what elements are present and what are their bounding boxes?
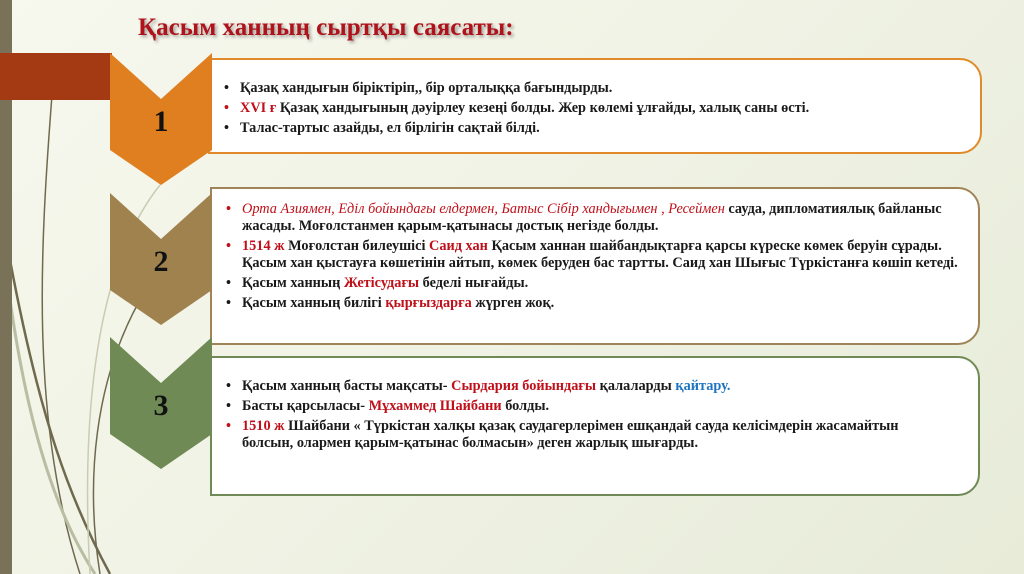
item-text: Талас-тартыс азайды, ел бірлігін сақтай білді. bbox=[240, 120, 540, 136]
step-2-box bbox=[210, 187, 980, 345]
item-text: жүрген жоқ. bbox=[471, 295, 555, 311]
item-text: Шайбани « Түркістан халқы қазақ саудагерлерімен ешқандай сауда келісімдерін жасамайтын болсын, олармен қарым-қатынас болмасын» деген жарлық шығарды. bbox=[242, 418, 899, 451]
slide-title: Қасым ханның сыртқы саясаты: bbox=[138, 14, 514, 41]
step-number: 2 bbox=[153, 245, 169, 278]
item-text: сауда, дипломатиялық байланыс жасады. Моғолстанмен қарым-қатынасы достық негізде болды. bbox=[242, 201, 942, 234]
list-item: • Қазақ хандығын біріктіріп,, бір орталыққа бағындырды. bbox=[224, 80, 613, 96]
highlight-text: қырғыздарға bbox=[385, 295, 472, 311]
list-item: • Қасым ханның Жетісудағы беделі нығайды. bbox=[226, 275, 529, 291]
highlight-text: Саид хан bbox=[429, 238, 488, 254]
step-1-box bbox=[208, 58, 982, 154]
list-item: • 1510 ж Шайбани « Түркістан халқы қазақ саудагерлерімен ешқандай сауда келісімдерін жасамайтын болсын, олармен қарым-қатынас болмасын» деген жарлық шығарды. bbox=[226, 418, 899, 451]
list-item: • Орта Азиямен, Еділ бойындағы елдермен, Батыс Сібір хандығымен , Ресеймен сауда, дипломатиялық байланыс жасады. Моғолстанмен қарым-қатынасы достық негізде болды. bbox=[226, 201, 942, 234]
item-text: Қасым ханнан шайбандықтарға қарсы күреске көмек беруін сұрады. Қасым хан қыстауға көшетінін айтып, көмек беруден бас тартты. Саид хан Шығыс Түркістанға көшіп кетеді. bbox=[242, 238, 958, 271]
list-item: • Қасым ханның билігі қырғыздарға жүрген жоқ. bbox=[226, 295, 555, 311]
red-accent-bar bbox=[0, 53, 112, 100]
step-3-box bbox=[210, 356, 980, 496]
highlight-text: Жетісудағы bbox=[343, 275, 420, 291]
item-text: Моғолстан билеушісі bbox=[284, 238, 430, 254]
item-text: Қасым ханның bbox=[242, 275, 344, 291]
list-item: • Басты қарсыласы- Мұхаммед Шайбани болды. bbox=[226, 398, 550, 414]
highlight-text: қайтару. bbox=[675, 378, 731, 394]
list-item: • Қасым ханның басты мақсаты- Сырдария бойындағы қалаларды қайтару. bbox=[226, 378, 731, 394]
highlight-text: XVI ғ bbox=[240, 100, 277, 116]
highlight-text: 1510 ж bbox=[242, 418, 285, 434]
list-item: • XVI ғ Қазақ хандығының дәуірлеу кезеңі болды. Жер көлемі ұлғайды, халық саны өсті. bbox=[224, 100, 810, 116]
item-text: Қазақ хандығын біріктіріп,, бір орталыққа бағындырды. bbox=[240, 80, 613, 96]
item-text: Қасым ханның билігі bbox=[242, 295, 386, 311]
step-number: 3 bbox=[153, 389, 169, 422]
step-number: 1 bbox=[153, 105, 169, 138]
highlight-text: Мұхаммед Шайбани bbox=[368, 398, 502, 414]
highlight-text: 1514 ж bbox=[242, 238, 285, 254]
step-2-chevron bbox=[110, 193, 212, 326]
step-1-chevron bbox=[110, 53, 212, 186]
item-text: Басты қарсыласы- bbox=[242, 398, 369, 414]
step-3-chevron bbox=[110, 337, 212, 470]
highlight-text: Сырдария бойындағы bbox=[451, 378, 597, 394]
item-text: Қазақ хандығының дәуірлеу кезеңі болды. Жер көлемі ұлғайды, халық саны өсті. bbox=[276, 100, 810, 116]
list-item: • 1514 ж Моғолстан билеушісі Саид хан Қасым ханнан шайбандықтарға қарсы күреске көмек беруін сұрады. Қасым хан қыстауға көшетінін айтып, көмек беруден бас тартты. Саид хан Шығыс Түркістанға көшіп кетеді. bbox=[226, 238, 958, 271]
item-text: беделі нығайды. bbox=[419, 275, 529, 291]
list-item: • Талас-тартыс азайды, ел бірлігін сақтай білді. bbox=[224, 120, 540, 136]
item-text: болды. bbox=[501, 398, 550, 414]
item-text: Қасым ханның басты мақсаты- bbox=[242, 378, 452, 394]
item-text: қалаларды bbox=[596, 378, 676, 394]
highlight-text: Орта Азиямен, Еділ бойындағы елдермен, Батыс Сібір хандығымен , Ресеймен bbox=[242, 201, 725, 217]
